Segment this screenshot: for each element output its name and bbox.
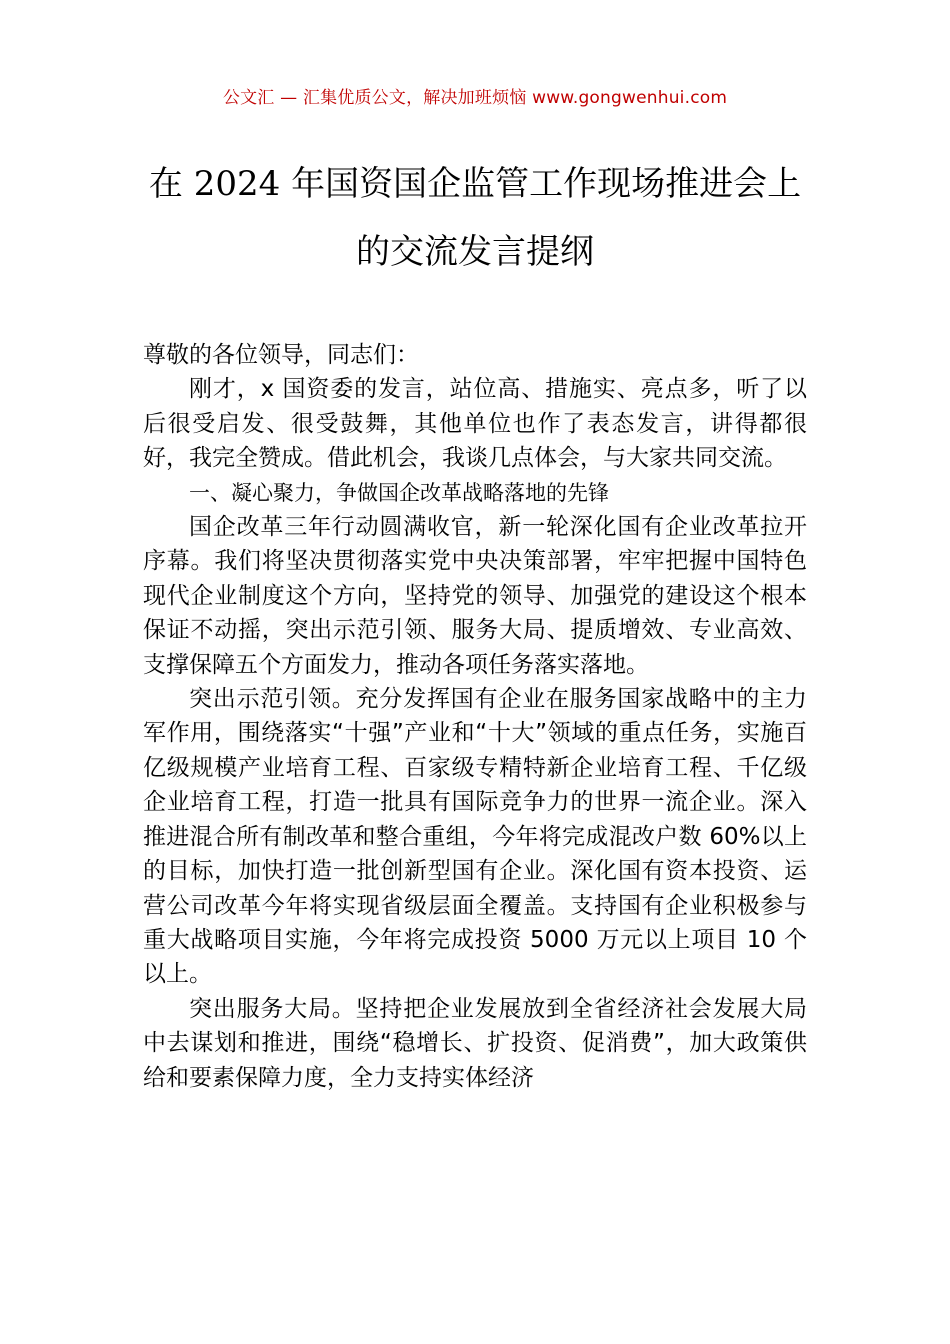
paragraph-service: 突出服务大局。坚持把企业发展放到全省经济社会发展大局中去谋划和推进，围绕“稳增长、扩投资、促消费”，加大政策供给和要素保障力度，全力支持实体经济 [143,995,807,1091]
salutation: 尊敬的各位领导，同志们： [143,342,419,368]
paragraph-opening: 刚才，x 国资委的发言，站位高、措施实、亮点多，听了以后很受启发、很受鼓舞，其他单位也作了表态发言，讲得都很好，我完全赞成。借此机会，我谈几点体会，与大家共同交流。 [143,376,807,472]
paragraph-demonstration: 突出示范引领。充分发挥国有企业在服务国家战略中的主力军作用，围绕落实“十强”产业和“十大”领域的重点任务，实施百亿级规模产业培育工程、百家级专精特新企业培育工程、千亿级企业培育工程，打造一批具有国际竞争力的世界一流企业。深入推进混合所有制改革和整合重组，今年将完成混改户数 60%以上的目标，加快打造一批创新型国有企业。深化国有资本投资、运营公司改革今年将实现省级层面全覆盖。支持国有企业积极参与重大战略项目实施，今年将完成投资 5000 万元以上项目 10 个以上。 [143,686,807,988]
title-line-2: 的交流发言提纲 [356,232,594,272]
title-line-1: 在 2024 年国资国企监管工作现场推进会上 [148,164,802,204]
document-title [90,150,860,286]
section-heading-1: 一、凝心聚力，争做国企改革战略落地的先锋 [189,480,609,505]
paragraph-reform: 国企改革三年行动圆满收官，新一轮深化国有企业改革拉开序幕。我们将坚决贯彻落实党中央决策部署，牢牢把握中国特色现代企业制度这个方向，坚持党的领导、加强党的建设这个根本保证不动摇，突出示范引领、服务大局、提质增效、专业高效、支撑保障五个方面发力，推动各项任务落实落地。 [143,514,807,678]
document-body [143,338,807,1095]
header-banner: 公文汇 — 汇集优质公文，解决加班烦恼 www.gongwenhui.com [222,88,728,108]
